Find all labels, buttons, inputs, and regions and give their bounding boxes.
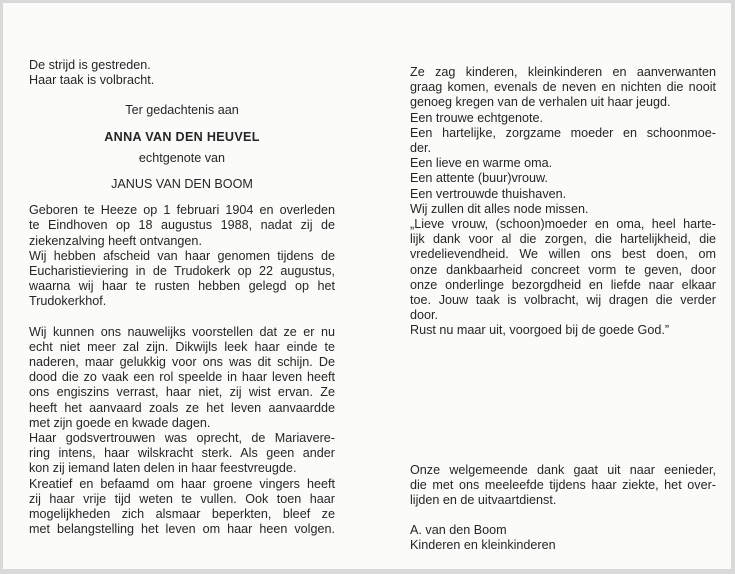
tribute-line: Ze zag kinderen, kleinkinderen en aanverwanten	[410, 65, 716, 79]
tribute-line: Een lieve en warme oma.	[410, 156, 553, 171]
right-page	[410, 65, 716, 554]
bio-line: waarna wij haar te rusten hebben gelegd op het	[29, 279, 335, 294]
spouse-name: JANUS VAN DEN BOOM	[111, 177, 253, 192]
story-line: met zijn goede en kwade dagen.	[29, 415, 211, 430]
thanks-line: Onze welgemeende dank gaat uit naar eenieder,	[410, 462, 716, 477]
bio-line: te Eindhoven op 18 augustus 1988, nadat zij de	[29, 218, 335, 233]
bio-line: ziekenzalving heeft ontvangen.	[29, 233, 202, 248]
bio-line: Trudokerkhof.	[29, 294, 107, 309]
story-line: ring intens, haar wilskracht sterk. Als geen ander	[29, 446, 335, 461]
bio-line: Geboren te Heeze op 1 februari 1904 en overleden	[29, 203, 335, 218]
intro-line: De strijd is gestreden.	[29, 58, 151, 72]
memorial-heading: Ter gedachtenis aan	[125, 103, 239, 118]
spouse-label: echtgenote van	[138, 150, 226, 165]
signature-name: A. van den Boom	[410, 523, 507, 538]
deceased-name: ANNA VAN DEN HEUVEL	[104, 129, 260, 144]
intro-line: Haar taak is volbracht.	[29, 73, 155, 88]
story-line: dood die zo vaak een rol speelde in haar leven heeft	[29, 370, 335, 385]
tribute-line: „Lieve vrouw, (schoon)moeder en oma, heel harte-	[410, 217, 716, 232]
tribute-line: Een attente (buur)vrouw.	[410, 171, 548, 186]
tribute-line: door.	[410, 308, 439, 323]
bio-line: Eucharistieviering in de Trudokerk op 22 augustus,	[29, 264, 335, 279]
tribute-line: Een trouwe echtgenote.	[410, 110, 544, 125]
tribute-line: genoeg kregen van de verhalen uit haar jeugd.	[410, 95, 671, 110]
story-line: mogelijkheden zich alsmaar beperkten, bleef ze	[29, 507, 335, 522]
tribute-line: der.	[410, 141, 432, 156]
story-line: echt niet meer zal zijn. Dikwijls leek haar einde te	[29, 339, 335, 354]
story-line: zij haar vrije tijd weten te vullen. Ook toen haar	[29, 491, 335, 506]
tribute-line: lijk dank voor al die zorgen, die hartelijkheid, die	[410, 232, 716, 247]
story-line: met belangstelling het leven om haar heen volgen.	[29, 522, 335, 537]
memorial-card	[3, 3, 731, 569]
tribute-line: onze onderlinge bezorgdheid en liefde naar elkaar	[410, 277, 716, 292]
tribute-line: Rust nu maar uit, voorgoed bij de goede God.”	[410, 323, 670, 338]
bio-line: Wij hebben afscheid van haar genomen tijdens de	[29, 248, 335, 263]
thanks-line: lijden en de uitvaartdienst.	[410, 493, 557, 508]
signature-family: Kinderen en kleinkinderen	[410, 538, 556, 553]
tribute-line: graag komen, evenals de neven en nichten die nooit	[410, 80, 716, 95]
tribute-line: Wij zullen dit alles node missen.	[410, 201, 589, 216]
story-line: Haar godsvertrouwen was oprecht, de Mariavere-	[29, 431, 335, 446]
story-line: heeft het aanvaard zoals ze het leven aanvaardde	[29, 400, 335, 415]
story-line: kon zij iemand laten delen in haar feestvreugde.	[29, 461, 297, 476]
tribute-line: vredelievendheid. We willen ons best doen, om	[410, 247, 716, 262]
story-line: naderen, maar gelukkig voor ons was dit schijn. De	[29, 355, 335, 370]
story-line: Wij kunnen ons nauwelijks voorstellen dat ze er nu	[29, 324, 335, 339]
story-line: Kreatief en befaamd om haar groene vingers heeft	[29, 476, 335, 491]
left-page	[29, 58, 335, 537]
tribute-line: Een vertrouwde thuishaven.	[410, 186, 567, 201]
tribute-line: onze dankbaarheid concreet vorm te geven, door	[410, 262, 716, 277]
story-line: ons engiszins verrast, haar niet, zij wist ervan. Ze	[29, 385, 335, 400]
tribute-line: Een hartelijke, zorgzame moeder en schoonmoe-	[410, 125, 716, 140]
thanks-line: die met ons meeleefde tijdens haar ziekte, het over-	[410, 477, 716, 492]
tribute-line: toe. Jouw taak is volbracht, wij dragen die verder	[410, 293, 716, 308]
